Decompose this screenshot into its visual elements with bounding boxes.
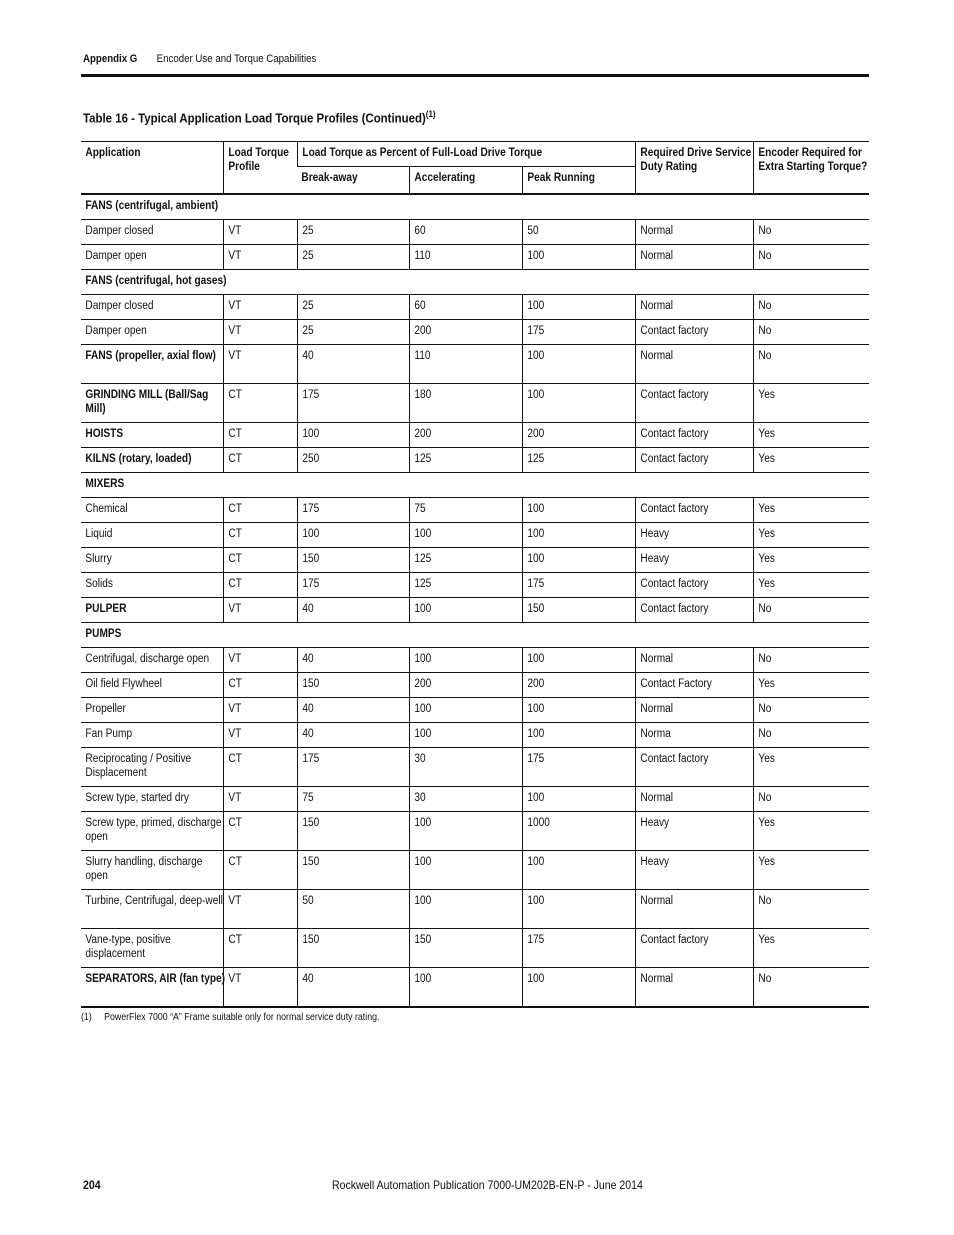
cell-breakaway: 175	[297, 498, 409, 523]
cell-breakaway: 150	[297, 851, 409, 890]
cell-peak-running: 50	[522, 220, 635, 245]
table-row	[81, 748, 869, 787]
cell-accelerating: 180	[409, 384, 522, 423]
cell-application: Liquid	[81, 523, 223, 548]
cell-application: Turbine, Centrifugal, deep-well	[81, 890, 223, 929]
cell-profile: CT	[223, 523, 297, 548]
cell-profile: CT	[223, 423, 297, 448]
cell-breakaway: 150	[297, 548, 409, 573]
cell-peak-running: 200	[522, 673, 635, 698]
cell-accelerating: 30	[409, 787, 522, 812]
cell-application: HOISTS	[81, 423, 223, 448]
cell-peak-running: 125	[522, 448, 635, 473]
cell-accelerating: 110	[409, 345, 522, 384]
cell-duty-rating: Normal	[635, 220, 753, 245]
cell-profile: VT	[223, 890, 297, 929]
cell-profile: VT	[223, 968, 297, 1008]
footnote-number: (1)	[81, 1012, 92, 1023]
cell-breakaway: 40	[297, 723, 409, 748]
appendix-label: Appendix G	[83, 53, 138, 65]
cell-encoder-required: Yes	[753, 384, 869, 423]
table-row	[81, 498, 869, 523]
cell-peak-running: 100	[522, 723, 635, 748]
table-row	[81, 673, 869, 698]
cell-encoder-required: No	[753, 345, 869, 384]
section-row	[81, 194, 869, 220]
cell-encoder-required: No	[753, 220, 869, 245]
col-header-breakaway: Break-away	[297, 167, 409, 195]
cell-accelerating: 100	[409, 968, 522, 1008]
cell-profile: CT	[223, 498, 297, 523]
cell-profile: CT	[223, 548, 297, 573]
cell-breakaway: 150	[297, 929, 409, 968]
cell-profile: VT	[223, 723, 297, 748]
cell-accelerating: 75	[409, 498, 522, 523]
cell-accelerating: 150	[409, 929, 522, 968]
cell-duty-rating: Contact factory	[635, 448, 753, 473]
table-row	[81, 573, 869, 598]
cell-accelerating: 100	[409, 812, 522, 851]
cell-duty-rating: Contact Factory	[635, 673, 753, 698]
cell-application: Screw type, started dry	[81, 787, 223, 812]
cell-application: Chemical	[81, 498, 223, 523]
cell-peak-running: 100	[522, 548, 635, 573]
table-row	[81, 787, 869, 812]
cell-profile: CT	[223, 573, 297, 598]
cell-application: Slurry	[81, 548, 223, 573]
cell-accelerating: 100	[409, 851, 522, 890]
cell-peak-running: 175	[522, 573, 635, 598]
cell-encoder-required: No	[753, 890, 869, 929]
cell-peak-running: 100	[522, 851, 635, 890]
cell-peak-running: 100	[522, 295, 635, 320]
table-row	[81, 245, 869, 270]
col-header-load-torque-group: Load Torque as Percent of Full-Load Drive Torque	[297, 142, 635, 167]
cell-breakaway: 40	[297, 598, 409, 623]
cell-accelerating: 60	[409, 295, 522, 320]
table-row	[81, 723, 869, 748]
cell-encoder-required: Yes	[753, 423, 869, 448]
cell-peak-running: 1000	[522, 812, 635, 851]
cell-duty-rating: Contact factory	[635, 498, 753, 523]
cell-peak-running: 100	[522, 648, 635, 673]
cell-application: KILNS (rotary, loaded)	[81, 448, 223, 473]
cell-breakaway: 150	[297, 812, 409, 851]
header-rule	[81, 74, 869, 77]
cell-breakaway: 25	[297, 320, 409, 345]
cell-duty-rating: Normal	[635, 648, 753, 673]
cell-peak-running: 200	[522, 423, 635, 448]
table-row	[81, 548, 869, 573]
table-row	[81, 220, 869, 245]
cell-peak-running: 100	[522, 245, 635, 270]
running-header	[83, 53, 316, 65]
table-row	[81, 890, 869, 929]
cell-peak-running: 100	[522, 968, 635, 1008]
cell-profile: VT	[223, 295, 297, 320]
cell-breakaway: 40	[297, 698, 409, 723]
footnote-text: PowerFlex 7000 “A” Frame suitable only for normal service duty rating.	[104, 1012, 380, 1023]
table-row	[81, 384, 869, 423]
cell-accelerating: 200	[409, 423, 522, 448]
cell-application: Reciprocating / Positive Displacement	[81, 748, 223, 787]
cell-breakaway: 175	[297, 573, 409, 598]
col-header-duty: Required Drive Service Duty Rating	[635, 142, 753, 195]
cell-profile: VT	[223, 345, 297, 384]
cell-duty-rating: Contact factory	[635, 573, 753, 598]
cell-encoder-required: No	[753, 787, 869, 812]
table-row	[81, 812, 869, 851]
cell-peak-running: 100	[522, 890, 635, 929]
cell-application: Damper closed	[81, 220, 223, 245]
cell-duty-rating: Normal	[635, 787, 753, 812]
cell-profile: VT	[223, 648, 297, 673]
cell-profile: VT	[223, 320, 297, 345]
cell-accelerating: 125	[409, 448, 522, 473]
cell-accelerating: 100	[409, 698, 522, 723]
torque-profile-table	[81, 141, 869, 1008]
section-heading: FANS (centrifugal, ambient)	[81, 194, 869, 220]
cell-duty-rating: Norma	[635, 723, 753, 748]
cell-duty-rating: Normal	[635, 698, 753, 723]
cell-duty-rating: Contact factory	[635, 423, 753, 448]
col-header-profile: Load Torque Profile	[223, 142, 297, 195]
cell-peak-running: 100	[522, 384, 635, 423]
cell-encoder-required: Yes	[753, 851, 869, 890]
cell-duty-rating: Contact factory	[635, 929, 753, 968]
cell-breakaway: 40	[297, 345, 409, 384]
cell-peak-running: 100	[522, 787, 635, 812]
cell-encoder-required: No	[753, 245, 869, 270]
cell-breakaway: 75	[297, 787, 409, 812]
section-heading: MIXERS	[81, 473, 869, 498]
cell-encoder-required: No	[753, 320, 869, 345]
cell-breakaway: 25	[297, 220, 409, 245]
cell-encoder-required: Yes	[753, 448, 869, 473]
cell-accelerating: 100	[409, 890, 522, 929]
cell-peak-running: 100	[522, 498, 635, 523]
cell-accelerating: 200	[409, 673, 522, 698]
cell-peak-running: 100	[522, 698, 635, 723]
cell-application: Propeller	[81, 698, 223, 723]
cell-application: FANS (propeller, axial flow)	[81, 345, 223, 384]
table-title-footnote-ref: (1)	[425, 109, 436, 119]
cell-profile: CT	[223, 673, 297, 698]
cell-duty-rating: Heavy	[635, 523, 753, 548]
table-row	[81, 648, 869, 673]
section-title: Encoder Use and Torque Capabilities	[156, 53, 317, 65]
cell-accelerating: 125	[409, 573, 522, 598]
cell-profile: CT	[223, 929, 297, 968]
cell-application: Screw type, primed, discharge open	[81, 812, 223, 851]
cell-application: Damper open	[81, 320, 223, 345]
cell-accelerating: 125	[409, 548, 522, 573]
cell-breakaway: 40	[297, 648, 409, 673]
cell-peak-running: 175	[522, 748, 635, 787]
cell-breakaway: 100	[297, 523, 409, 548]
table-row	[81, 698, 869, 723]
cell-application: Solids	[81, 573, 223, 598]
cell-encoder-required: Yes	[753, 929, 869, 968]
col-header-accelerating: Accelerating	[409, 167, 522, 195]
cell-encoder-required: Yes	[753, 748, 869, 787]
col-header-encoder: Encoder Required for Extra Starting Torque?	[753, 142, 869, 195]
section-row	[81, 623, 869, 648]
cell-duty-rating: Contact factory	[635, 384, 753, 423]
cell-accelerating: 110	[409, 245, 522, 270]
cell-profile: CT	[223, 851, 297, 890]
cell-accelerating: 200	[409, 320, 522, 345]
cell-encoder-required: Yes	[753, 523, 869, 548]
cell-peak-running: 100	[522, 523, 635, 548]
cell-duty-rating: Heavy	[635, 548, 753, 573]
cell-accelerating: 100	[409, 598, 522, 623]
col-header-application: Application	[81, 142, 223, 195]
cell-profile: CT	[223, 812, 297, 851]
cell-profile: VT	[223, 698, 297, 723]
cell-encoder-required: No	[753, 295, 869, 320]
cell-profile: CT	[223, 448, 297, 473]
cell-breakaway: 100	[297, 423, 409, 448]
col-header-peak: Peak Running	[522, 167, 635, 195]
page-number: 204	[83, 1178, 101, 1192]
footnote	[81, 1012, 379, 1023]
cell-encoder-required: No	[753, 723, 869, 748]
table-title	[83, 109, 435, 125]
cell-accelerating: 100	[409, 523, 522, 548]
cell-accelerating: 100	[409, 723, 522, 748]
cell-application: GRINDING MILL (Ball/Sag Mill)	[81, 384, 223, 423]
table-row	[81, 423, 869, 448]
section-row	[81, 270, 869, 295]
cell-encoder-required: No	[753, 698, 869, 723]
cell-accelerating: 60	[409, 220, 522, 245]
table-body	[81, 194, 869, 1007]
cell-application: Damper open	[81, 245, 223, 270]
cell-application: Centrifugal, discharge open	[81, 648, 223, 673]
cell-breakaway: 50	[297, 890, 409, 929]
cell-breakaway: 175	[297, 748, 409, 787]
table-row	[81, 523, 869, 548]
cell-peak-running: 175	[522, 320, 635, 345]
cell-profile: VT	[223, 245, 297, 270]
cell-duty-rating: Normal	[635, 295, 753, 320]
table-row	[81, 295, 869, 320]
cell-duty-rating: Contact factory	[635, 748, 753, 787]
cell-duty-rating: Normal	[635, 345, 753, 384]
cell-duty-rating: Normal	[635, 890, 753, 929]
cell-encoder-required: Yes	[753, 573, 869, 598]
section-heading: PUMPS	[81, 623, 869, 648]
cell-encoder-required: Yes	[753, 673, 869, 698]
cell-breakaway: 150	[297, 673, 409, 698]
cell-profile: CT	[223, 384, 297, 423]
cell-duty-rating: Heavy	[635, 812, 753, 851]
cell-accelerating: 30	[409, 748, 522, 787]
cell-peak-running: 150	[522, 598, 635, 623]
cell-breakaway: 25	[297, 245, 409, 270]
cell-application: Vane-type, positive displacement	[81, 929, 223, 968]
cell-application: Slurry handling, discharge open	[81, 851, 223, 890]
cell-application: Oil field Flywheel	[81, 673, 223, 698]
table-row	[81, 448, 869, 473]
cell-application: PULPER	[81, 598, 223, 623]
cell-peak-running: 100	[522, 345, 635, 384]
cell-breakaway: 25	[297, 295, 409, 320]
publication-info: Rockwell Automation Publication 7000-UM202B-EN-P - June 2014	[332, 1178, 643, 1192]
section-row	[81, 473, 869, 498]
cell-encoder-required: Yes	[753, 498, 869, 523]
cell-profile: VT	[223, 220, 297, 245]
cell-encoder-required: Yes	[753, 548, 869, 573]
cell-encoder-required: Yes	[753, 812, 869, 851]
cell-breakaway: 250	[297, 448, 409, 473]
cell-profile: VT	[223, 598, 297, 623]
cell-application: Damper closed	[81, 295, 223, 320]
cell-duty-rating: Heavy	[635, 851, 753, 890]
cell-peak-running: 175	[522, 929, 635, 968]
cell-duty-rating: Normal	[635, 968, 753, 1008]
cell-encoder-required: No	[753, 968, 869, 1008]
cell-duty-rating: Normal	[635, 245, 753, 270]
table-row	[81, 851, 869, 890]
table-row	[81, 345, 869, 384]
cell-encoder-required: No	[753, 648, 869, 673]
section-heading: FANS (centrifugal, hot gases)	[81, 270, 869, 295]
cell-profile: VT	[223, 787, 297, 812]
table-row	[81, 968, 869, 1008]
cell-encoder-required: No	[753, 598, 869, 623]
table-row	[81, 320, 869, 345]
cell-breakaway: 40	[297, 968, 409, 1008]
table-row	[81, 598, 869, 623]
cell-profile: CT	[223, 748, 297, 787]
cell-breakaway: 175	[297, 384, 409, 423]
cell-duty-rating: Contact factory	[635, 598, 753, 623]
table-title-text: Table 16 - Typical Application Load Torque Profiles (Continued)	[83, 110, 426, 126]
cell-application: SEPARATORS, AIR (fan type)	[81, 968, 223, 1008]
cell-duty-rating: Contact factory	[635, 320, 753, 345]
cell-application: Fan Pump	[81, 723, 223, 748]
cell-accelerating: 100	[409, 648, 522, 673]
table-row	[81, 929, 869, 968]
